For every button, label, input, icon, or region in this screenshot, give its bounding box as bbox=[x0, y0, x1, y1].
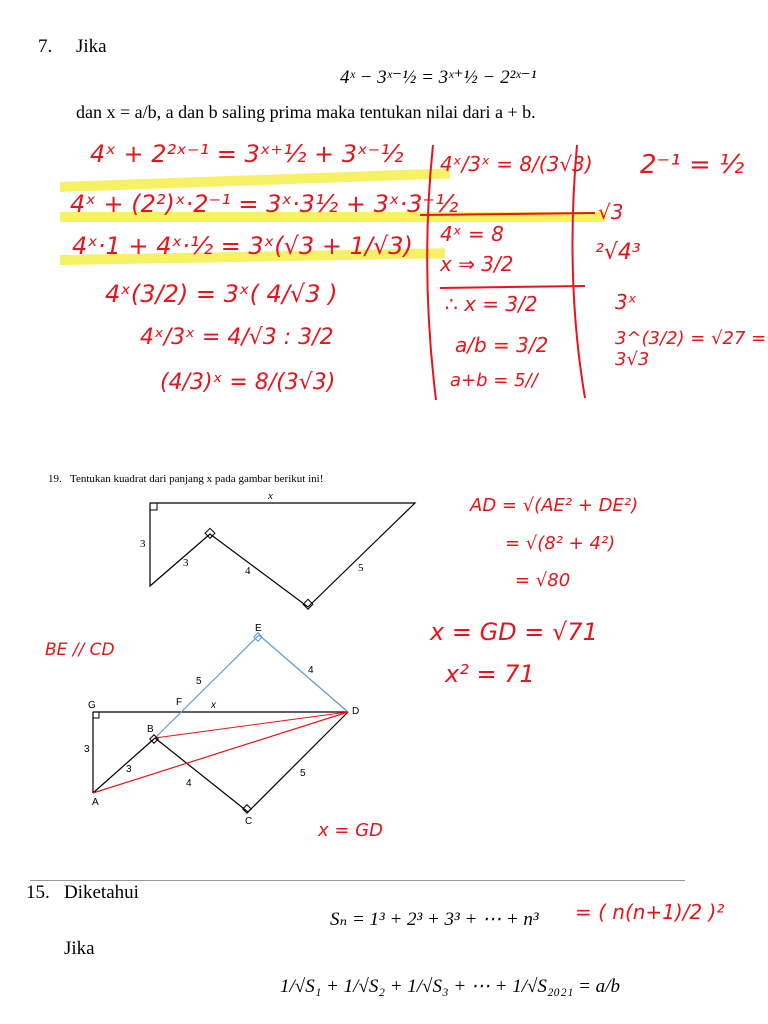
figure-1-label-3a: 3 bbox=[140, 538, 146, 550]
figure-2-line-ED bbox=[259, 635, 348, 712]
figure-2-label-5b: 5 bbox=[300, 768, 306, 779]
figure-2-label-4a: 4 bbox=[308, 665, 314, 676]
figure-2-label-F: F bbox=[176, 697, 183, 708]
figure-2-label-3b: 3 bbox=[126, 764, 132, 775]
figure-1-label-3b: 3 bbox=[183, 557, 189, 569]
figure-1-label-5: 5 bbox=[358, 562, 364, 574]
problem-7-equation: 4ˣ − 3ˣ⁻½ = 3ˣ⁺½ − 2²ˣ⁻¹ bbox=[340, 67, 537, 88]
p19-work-gd: x = GD = √71 bbox=[430, 618, 598, 646]
figure-2-label-D: D bbox=[352, 706, 360, 717]
right-line-2: √3 bbox=[598, 200, 624, 224]
p19-work-ad-2: = √(8² + 4²) bbox=[505, 533, 616, 554]
mid-line-6: a+b = 5// bbox=[450, 370, 538, 391]
mid-line-1: 4ˣ/3ˣ = 8/(3√3) bbox=[440, 152, 593, 176]
problem-7-statement: dan x = a/b, a dan b saling prima maka tentukan nilai dari a + b. bbox=[76, 102, 536, 122]
work-line-5: 4ˣ/3ˣ = 4/√3 : 3/2 bbox=[140, 325, 334, 350]
figure-2-line-AB bbox=[93, 738, 155, 793]
section-separator bbox=[30, 880, 685, 881]
work-line-2: 4ˣ + (2²)ˣ·2⁻¹ = 3ˣ·3½ + 3ˣ·3⁻½ bbox=[70, 190, 459, 218]
right-line-4: 3ˣ bbox=[615, 290, 637, 314]
p19-work-xgd: x = GD bbox=[318, 820, 383, 841]
figure-2-right-angle-G bbox=[93, 712, 99, 718]
figure-2-label-C: C bbox=[245, 816, 253, 827]
problem-19-statement: Tentukan kuadrat dari panjang x pada gambar berikut ini! bbox=[70, 473, 324, 485]
p19-work-be: BE // CD bbox=[45, 640, 115, 660]
p19-work-ad-3: = √80 bbox=[515, 570, 571, 591]
p19-work-ad-1: AD = √(AE² + DE²) bbox=[470, 495, 639, 516]
figure-2-label-G: G bbox=[88, 700, 96, 711]
problem-7-title: Jika bbox=[76, 36, 107, 57]
figure-2-line-BE bbox=[155, 635, 259, 738]
work-line-4: 4ˣ(3/2) = 3ˣ( 4/√3 ) bbox=[105, 280, 338, 308]
right-line-5: 3^(3/2) = √27 = 3√3 bbox=[615, 328, 767, 370]
figure-2-label-3a: 3 bbox=[84, 744, 90, 755]
figure-2-label-x: x bbox=[211, 700, 216, 711]
problem-15-jika: Jika bbox=[64, 938, 95, 959]
problem-7-number: 7. bbox=[38, 36, 53, 57]
figure-2-line-BC bbox=[155, 738, 248, 812]
figure-2-line-AD bbox=[93, 712, 348, 793]
mid-line-4: ∴ x = 3/2 bbox=[445, 292, 538, 316]
work-line-6: (4/3)ˣ = 8/(3√3) bbox=[160, 370, 336, 395]
problem-19-number: 19. bbox=[48, 473, 62, 485]
figure-2-label-A: A bbox=[92, 797, 99, 808]
problem-15-number: 15. bbox=[26, 882, 50, 903]
work-line-3: 4ˣ·1 + 4ˣ·½ = 3ˣ(√3 + 1/√3) bbox=[72, 232, 413, 260]
p19-work-x2: x² = 71 bbox=[445, 660, 535, 688]
figure-2-label-4b: 4 bbox=[186, 778, 192, 789]
problem-15-sum: 1/√S₁ + 1/√S₂ + 1/√S₃ + ⋯ + 1/√S₂₀₂₁ = a/b bbox=[280, 976, 620, 997]
figure-1-label-4: 4 bbox=[245, 565, 251, 577]
problem-15-title: Diketahui bbox=[64, 882, 139, 903]
right-line-1: 2⁻¹ = ½ bbox=[640, 150, 745, 180]
problem-15-equation: Sₙ = 1³ + 2³ + 3³ + ⋯ + n³ bbox=[330, 909, 539, 930]
work-line-1: 4ˣ + 2²ˣ⁻¹ = 3ˣ⁺½ + 3ˣ⁻½ bbox=[90, 140, 404, 168]
problem-15-hand-formula: = ( n(n+1)/2 )² bbox=[575, 900, 725, 924]
figure-2-line-CD bbox=[248, 712, 348, 812]
mid-line-3: x ⇒ 3/2 bbox=[440, 252, 514, 276]
figure-2-line-BD bbox=[155, 712, 348, 738]
figure-1-label-x: x bbox=[268, 490, 273, 502]
right-line-3: ²√4³ bbox=[595, 240, 641, 265]
figure-2-label-5a: 5 bbox=[196, 676, 202, 687]
mid-line-5: a/b = 3/2 bbox=[455, 333, 549, 357]
mid-line-2: 4ˣ = 8 bbox=[440, 222, 504, 246]
figure-2-label-E: E bbox=[255, 623, 262, 634]
figure-2-label-B: B bbox=[147, 724, 154, 735]
